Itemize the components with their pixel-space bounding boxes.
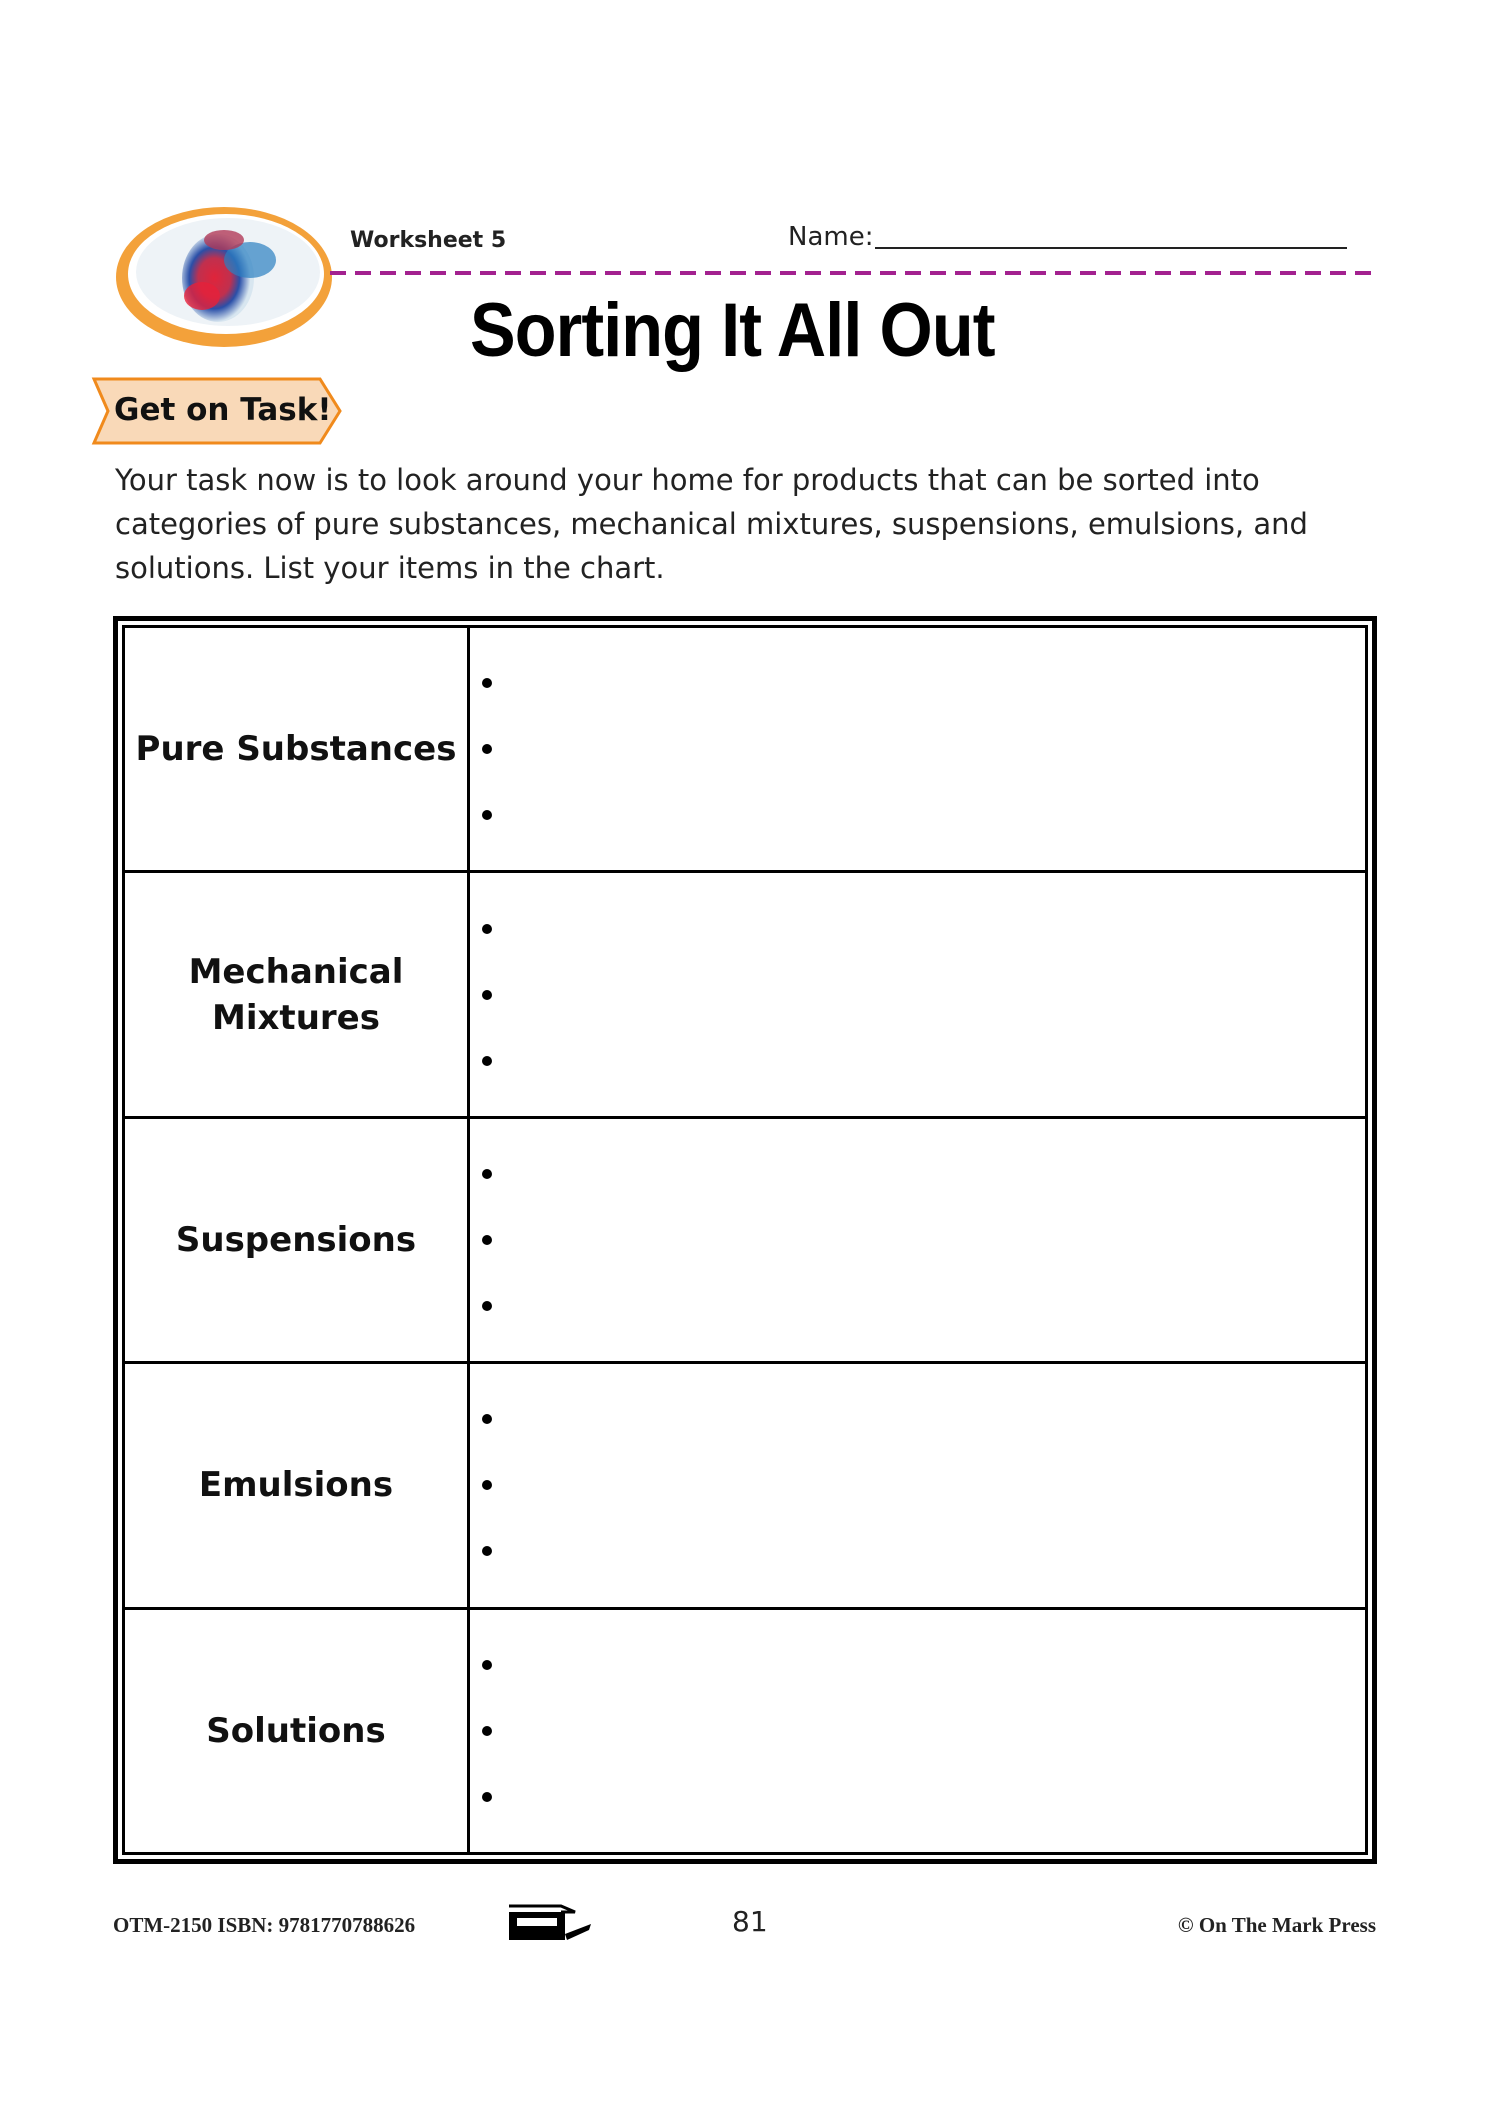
chart-row-pure-substances xyxy=(125,628,1365,870)
bullet-item[interactable] xyxy=(482,650,1365,716)
bullet-item[interactable] xyxy=(482,896,1365,962)
page-title: Sorting It All Out xyxy=(470,288,995,373)
bullet-item[interactable] xyxy=(482,962,1365,1028)
bullet-item[interactable] xyxy=(482,1452,1365,1518)
category-label: Emulsions xyxy=(125,1364,470,1606)
bullet-item[interactable] xyxy=(482,1632,1365,1698)
worksheet-label: Worksheet 5 xyxy=(350,228,507,253)
answer-area[interactable] xyxy=(470,1364,1365,1606)
bullet-item[interactable] xyxy=(482,1273,1365,1339)
bullet-item[interactable] xyxy=(482,1764,1365,1830)
answer-area[interactable] xyxy=(470,1119,1365,1361)
name-input-line[interactable] xyxy=(875,247,1347,249)
get-on-task-tag xyxy=(88,376,344,446)
chart-row-emulsions xyxy=(125,1361,1365,1606)
chart-row-suspensions xyxy=(125,1116,1365,1361)
name-label: Name: xyxy=(788,222,874,252)
photocopier-icon xyxy=(505,1900,595,1945)
header-dashed-divider xyxy=(330,270,1380,276)
bullet-item[interactable] xyxy=(482,1028,1365,1094)
bullet-item[interactable] xyxy=(482,1141,1365,1207)
category-label: Mechanical Mixtures xyxy=(125,873,470,1115)
bullet-item[interactable] xyxy=(482,1518,1365,1584)
answer-area[interactable] xyxy=(470,628,1365,870)
sorting-chart xyxy=(113,616,1377,1864)
chart-row-mechanical-mixtures xyxy=(125,870,1365,1115)
bullet-item[interactable] xyxy=(482,1386,1365,1452)
intro-paragraph: Your task now is to look around your home for products that can be sorted into categories of pure substances, mechanical mixtures, suspensions, emulsions, and solutions. List your items in the chart. xyxy=(115,463,1308,585)
footer-product-code: OTM-2150 ISBN: 9781770788626 xyxy=(113,1913,416,1937)
page-number: 81 xyxy=(732,1905,768,1938)
chart-row-solutions xyxy=(125,1607,1365,1852)
bullet-item[interactable] xyxy=(482,716,1365,782)
ink-in-water-oval-logo-icon xyxy=(110,200,338,355)
answer-area[interactable] xyxy=(470,1610,1365,1852)
answer-area[interactable] xyxy=(470,873,1365,1115)
bullet-item[interactable] xyxy=(482,1207,1365,1273)
bullet-item[interactable] xyxy=(482,1698,1365,1764)
bullet-item[interactable] xyxy=(482,782,1365,848)
category-label: Solutions xyxy=(125,1610,470,1852)
category-label: Suspensions xyxy=(125,1119,470,1361)
task-tag-label: Get on Task! xyxy=(114,392,332,428)
footer-copyright: © On The Mark Press xyxy=(1177,1913,1376,1937)
category-label: Pure Substances xyxy=(125,628,470,870)
